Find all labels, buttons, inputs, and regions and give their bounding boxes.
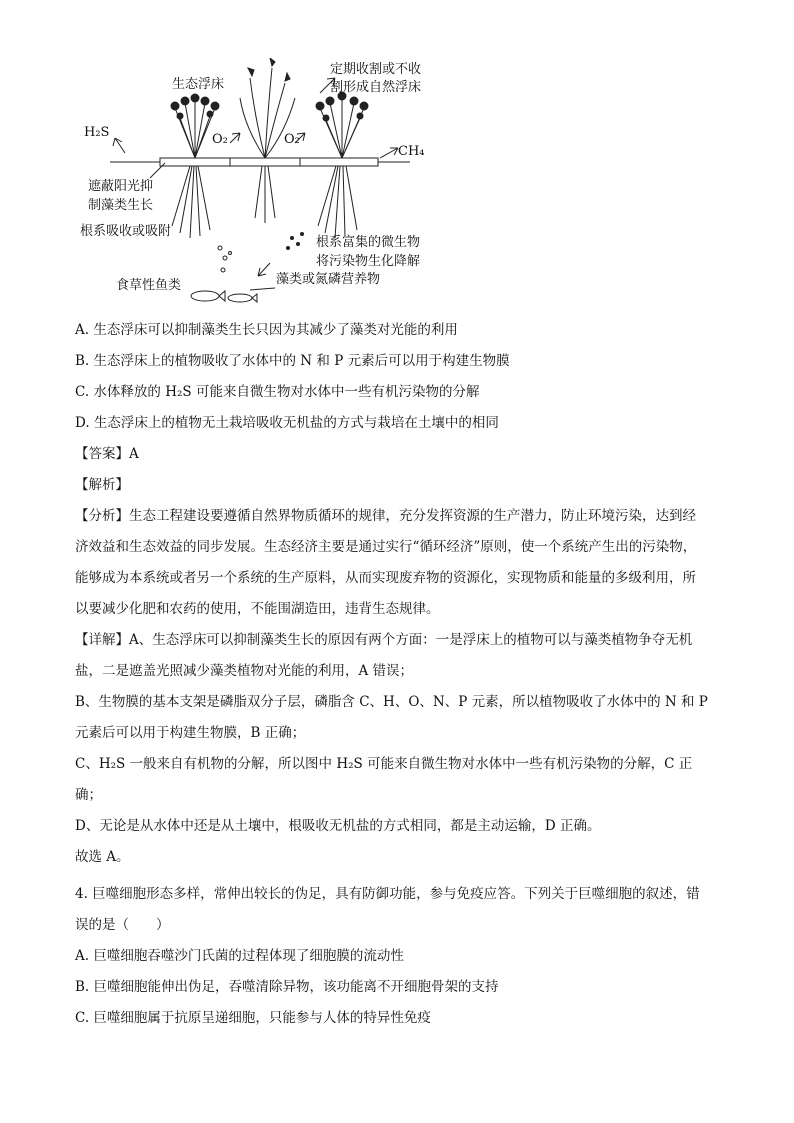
label-ch4: CH₄ [398,144,425,159]
right-plant [316,92,368,158]
label-harvest-1: 定期收割或不收 [330,62,422,77]
detail-line-7: D、无论是从水体中还是从土壤中，根吸收无机盐的方式相同，都是主动运输，D 正确。 [75,818,601,834]
label-shade-1: 遮蔽阳光抑 [88,179,154,194]
label-harvest-2: 割形成自然浮床 [330,80,422,95]
label-microbes-3: 藻类或氮磷营养物 [276,272,381,287]
detail-line-1: 【详解】A、生态浮床可以抑制藻类生长的原因有两个方面：一是浮床上的植物可以与藻类植物争夺无机 [75,632,693,648]
label-floating-bed: 生态浮床 [172,77,225,92]
answer-line: 【答案】A [75,446,139,462]
detail-line-4: 元素后可以用于构建生物膜，B 正确； [75,725,306,741]
q4-stem-line-1: 4. 巨噬细胞形态多样，常伸出较长的伪足，具有防御功能，参与免疫应答。下列关于巨噬细胞的叙述，错 [75,886,700,902]
detail-line-8: 故选 A。 [75,849,130,865]
analysis-line-4: 以要减少化肥和农药的使用，不能围湖造田，违背生态规律。 [75,601,440,617]
label-fish: 食草性鱼类 [116,278,182,293]
analysis-line-1: 【分析】生态工程建设要遵循自然界物质循环的规律，充分发挥资源的生产潜力，防止环境污染，达到经 [75,508,696,524]
ecological-floating-bed-figure [80,58,450,308]
analysis-line-2: 济效益和生态效益的同步发展。生态经济主要是通过实行“循环经济”原则，使一个系统产生出的污染物， [75,539,697,555]
label-microbes-1: 根系富集的微生物 [316,235,421,250]
label-shade-2: 制藻类生长 [88,198,154,213]
label-h2s: H₂S [84,125,110,140]
analysis-line-3: 能够成为本系统或者另一个系统的生产原料，从而实现废弃物的资源化，实现物质和能量的多级利用，所 [75,570,696,586]
label-o2-right: O₂ [284,132,300,147]
detail-line-5: C、H₂S 一般来自有机物的分解，所以图中 H₂S 可能来自微生物对水体中一些有机污染物的分解，C 正 [75,756,693,772]
option-d: D. 生态浮床上的植物无土栽培吸收无机盐的方式与栽培在土壤中的相同 [75,415,499,431]
label-microbes-2: 将污染物生化降解 [316,254,421,269]
option-a: A. 生态浮床可以抑制藻类生长只因为其减少了藻类对光能的利用 [75,322,458,338]
analysis-tag: 【解析】 [75,477,129,493]
label-root-absorb: 根系吸收或吸附 [80,224,172,239]
detail-line-2: 盐，二是遮盖光照减少藻类植物对光能的利用，A 错误； [75,663,414,679]
q4-option-b: B. 巨噬细胞能伸出伪足，吞噬清除异物，该功能离不开细胞骨架的支持 [75,979,499,995]
label-o2-left: O₂ [212,132,228,147]
left-plant [171,94,219,158]
q4-option-a: A. 巨噬细胞吞噬沙门氏菌的过程体现了细胞膜的流动性 [75,948,404,964]
detail-line-3: B、生物膜的基本支架是磷脂双分子层，磷脂含 C、H、O、N、P 元素，所以植物吸收了水体中的 N 和 P [75,694,708,710]
detail-line-6: 确； [75,787,102,803]
q4-option-c: C. 巨噬细胞属于抗原呈递细胞，只能参与人体的特异性免疫 [75,1010,431,1026]
option-b: B. 生态浮床上的植物吸收了水体中的 N 和 P 元素后可以用于构建生物膜 [75,353,510,369]
q4-stem-line-2: 误的是（ ） [75,917,170,933]
option-c: C. 水体释放的 H₂S 可能来自微生物对水体中一些有机污染物的分解 [75,384,480,400]
